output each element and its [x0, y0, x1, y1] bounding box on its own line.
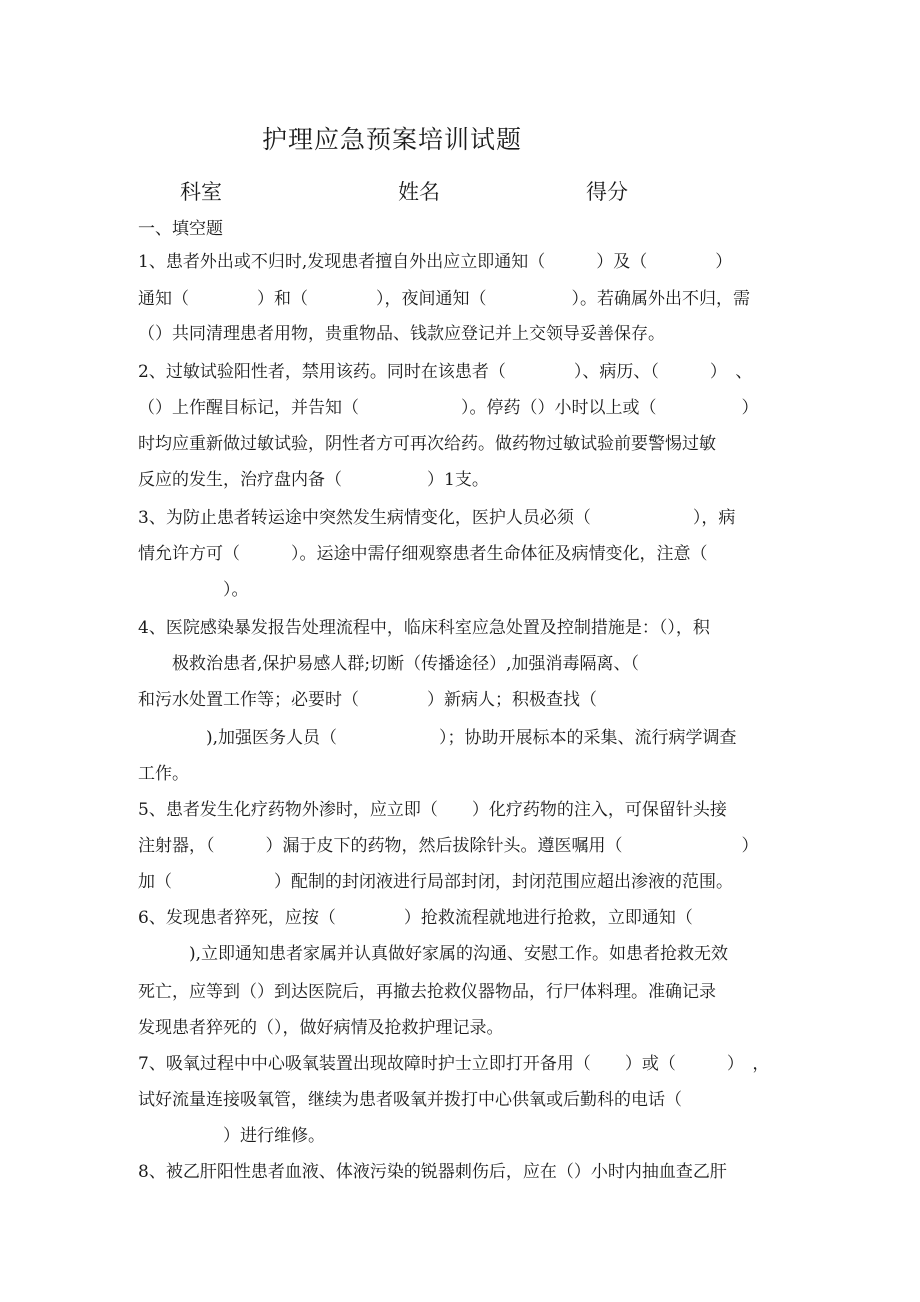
- question-line: 死亡，应等到（）到达医院后，再撤去抢救仪器物品，行尸体料理。准确记录: [138, 982, 716, 1002]
- question-line: 加（ ）配制的封闭液进行局部封闭，封闭范围应超出渗液的范围。: [138, 872, 733, 892]
- score-label: 得分: [586, 180, 628, 204]
- question-line: 4、医院感染暴发报告处理流程中，临床科室应急处置及控制措施是：（），积: [138, 618, 710, 638]
- question-line: 极救治患者,保护易感人群;切断（传播途径）,加强消毒隔离、（: [138, 654, 640, 674]
- question-line: ）。: [138, 580, 249, 600]
- question-line: 注射器，（ ）漏于皮下的药物，然后拔除针头。遵医嘱用（ ）: [138, 836, 759, 856]
- section-heading: 一、填空题: [138, 219, 223, 239]
- question-line: 2、过敏试验阳性者，禁用该药。同时在该患者（ ）、病历、（ ） 、: [138, 362, 753, 382]
- question-line: 1、患者外出或不归时,发现患者擅自外出应立即通知（ ）及（ ）: [138, 252, 733, 272]
- question-line: （）上作醒目标记，并告知（ ）。停药（）小时以上或（ ）: [138, 398, 759, 418]
- question-line: （）共同清理患者用物，贵重物品、钱款应登记并上交领导妥善保存。: [138, 324, 665, 344]
- question-line: 通知（ ）和（ ），夜间通知（ ）。若确属外出不归，需: [138, 289, 750, 309]
- question-line: 5、患者发生化疗药物外渗时，应立即（ ）化疗药物的注入，可保留针头接: [138, 800, 727, 820]
- question-line: 工作。: [138, 764, 189, 784]
- question-line: 情允许方可（ ）。运途中需仔细观察患者生命体征及病情变化，注意（: [138, 544, 708, 564]
- department-label: 科室: [180, 180, 222, 204]
- question-line: 发现患者猝死的（），做好病情及抢救护理记录。: [138, 1018, 504, 1038]
- question-line: 8、被乙肝阳性患者血液、体液污染的锐器刺伤后，应在（）小时内抽血查乙肝: [138, 1162, 727, 1182]
- name-label: 姓名: [398, 180, 440, 204]
- page-title: 护理应急预案培训试题: [262, 125, 523, 154]
- question-line: ),加强医务人员（ ）；协助开展标本的采集、流行病学调查: [138, 728, 737, 748]
- question-line: 试好流量连接吸氧管，继续为患者吸氧并拨打中心供氧或后勤科的电话（: [138, 1090, 682, 1110]
- question-line: 时均应重新做过敏试验，阴性者方可再次给药。做药物过敏试验前要警惕过敏: [138, 434, 716, 454]
- question-line: ),立即通知患者家属并认真做好家属的沟通、安慰工作。如患者抢救无效: [138, 944, 729, 964]
- question-line: ）进行维修。: [138, 1126, 325, 1146]
- question-line: 6、发现患者猝死，应按（ ）抢救流程就地进行抢救，立即通知（: [138, 908, 693, 928]
- question-line: 反应的发生，治疗盘内备（ ）1支。: [138, 470, 489, 490]
- question-line: 7、吸氧过程中中心吸氧装置出现故障时护士立即打开备用（ ）或（ ） ，: [138, 1054, 770, 1074]
- question-line: 和污水处置工作等；必要时（ ）新病人；积极查找（: [138, 690, 597, 710]
- question-line: 3、为防止患者转运途中突然发生病情变化，医护人员必须（ ），病: [138, 508, 736, 528]
